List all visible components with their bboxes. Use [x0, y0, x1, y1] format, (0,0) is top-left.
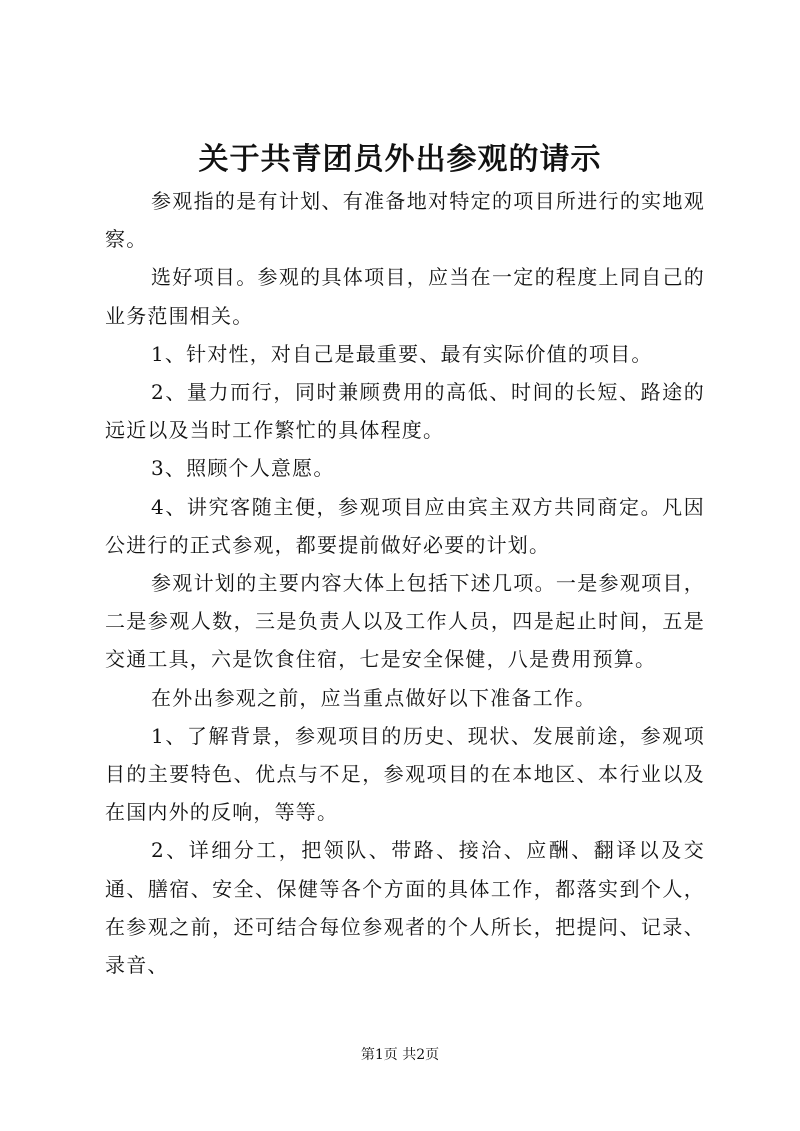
- page-footer: 第1页 共2页: [360, 1047, 440, 1063]
- paragraph-choose-project: 选好项目。参观的具体项目，应当在一定的程度上同自己的业务范围相关。: [105, 265, 705, 328]
- paragraph-plan-content: 参观计划的主要内容大体上包括下述几项。一是参观项目，二是参观人数，三是负责人以及工作人员，四是起止时间，五是交通工具，六是饮食住宿，七是安全保健，八是费用预算。: [105, 571, 705, 672]
- paragraph-observation-definition: 参观指的是有计划、有准备地对特定的项目所进行的实地观察。: [105, 189, 705, 252]
- paragraph-prep-item-1: 1、了解背景，参观项目的历史、现状、发展前途，参观项目的主要特色、优点与不足，参观项目的在本地区、本行业以及在国内外的反响，等等。: [105, 723, 705, 825]
- paragraph-item-3: 3、照顾个人意愿。: [151, 456, 335, 481]
- document-body: [105, 182, 705, 984]
- paragraph-prep-item-2: 2、详细分工，把领队、带路、接洽、应酬、翻译以及交通、膳宿、安全、保健等各个方面的具体工作，都落实到个人，在参观之前，还可结合每位参观者的个人所长，把提问、记录、录音、: [105, 838, 705, 978]
- paragraph-item-2: 2、量力而行，同时兼顾费用的高低、时间的长短、路途的远近以及当时工作繁忙的具体程度。: [105, 380, 705, 443]
- document-title: 关于共青团员外出参观的请示: [198, 142, 602, 177]
- paragraph-item-4: 4、讲究客随主便，参观项目应由宾主双方共同商定。凡因公进行的正式参观，都要提前做好必要的计划。: [105, 494, 705, 557]
- paragraph-preparation: 在外出参观之前，应当重点做好以下准备工作。: [151, 685, 597, 710]
- paragraph-item-1: 1、针对性，对自己是最重要、最有实际价值的项目。: [151, 341, 653, 366]
